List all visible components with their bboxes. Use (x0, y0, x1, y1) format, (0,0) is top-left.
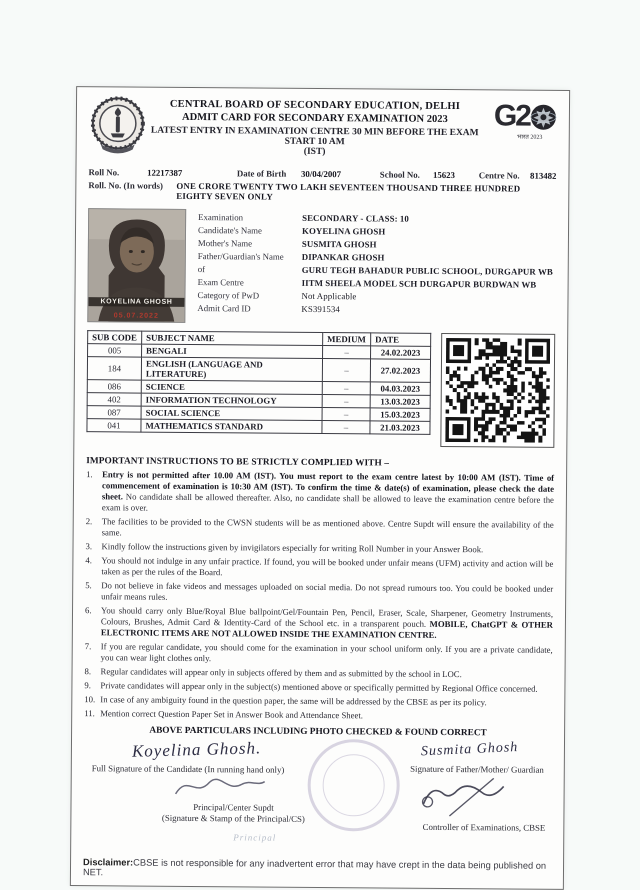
detail-value: KOYELINA GHOSH (301, 225, 386, 237)
medium: – (322, 408, 370, 421)
instruction-number: 2. (85, 516, 93, 527)
instruction-item: 5. Do not believe in fake videos and messages uploaded on social media. Do not spread rumours too. You could be booked under unfair means rules. (85, 580, 554, 602)
sub-code: 041 (87, 419, 141, 432)
g20-text: G2 (493, 99, 531, 133)
instruction-item: 2. The facilities to be provided to the CWSN students will be as mentioned above. Centre Supdt will ensure the availability of the same. (85, 516, 554, 538)
instruction-item: 8. Regular candidates will appear only in subjects offered by them and as submitted by the school in LOC. (84, 666, 462, 680)
instruction-number: 5. (85, 580, 92, 591)
instruction-item: 7. If you are regular candidate, you should come for the examination in your school uniform only. If you are a private candidate, you can wear light clothes only. (84, 641, 553, 664)
medium: – (322, 382, 370, 395)
roll-words-row (88, 180, 556, 204)
parent-signature-label: Signature of Father/Mother/ Guardian (410, 763, 544, 775)
instruction-number: 10. (84, 694, 96, 705)
candidate-details (185, 209, 556, 326)
header (89, 96, 557, 163)
candidate-block (87, 208, 556, 326)
detail-value: KS391534 (301, 303, 340, 315)
instruction-item: 1. Entry is not permitted after 10.00 AM (IST). You must report to the exam centre latest by 10:00 AM (IST). Time of commencement of examination is 10:30 AM (IST). To confirm the time & date(s) of examination, please check the date sheet. No candidate shall be allowed thereafter. Also, no candidate shall be allowed to leave the examination centre before the exam is over. (86, 469, 555, 513)
roll-words-label: Roll. No. (In words) (88, 180, 163, 191)
medium: – (322, 421, 370, 434)
exam-date: 21.03.2023 (370, 421, 430, 434)
disclaimer-text: CBSE is not responsible for any inadvertent error that may have crept in the data being published on NET. (82, 857, 547, 878)
controller-label: Controller of Examinations, CBSE (422, 821, 546, 833)
detail-row (197, 302, 555, 318)
subject-name: ENGLISH (LANGUAGE AND LITERATURE) (141, 357, 322, 381)
sub-code: 184 (87, 357, 141, 380)
medium: – (322, 359, 370, 382)
subjects-table (86, 330, 431, 435)
col-medium: MEDIUM (323, 333, 371, 346)
instruction-item: 4. You should not indulge in any unfair practice. If found, you will be booked under unfair means (UFM) activity and action will be taken as per the rules of the Board. (85, 555, 554, 578)
exam-date: 04.03.2023 (370, 382, 430, 395)
table-row (87, 357, 430, 383)
candidate-signature: Koyelina Ghosh. (131, 738, 262, 761)
qr-code (440, 333, 555, 448)
school-no-label: School No. (379, 169, 420, 180)
sub-code: 086 (87, 380, 141, 393)
exam-date: 15.03.2023 (370, 408, 430, 421)
entry-note-ist: (IST) (303, 146, 326, 158)
instruction-item: 11. Mention correct Question Paper Set in Answer Book and Attendance Sheet. (84, 708, 364, 721)
detail-label: Admit Card ID (197, 303, 251, 314)
instruction-number: 11. (84, 708, 95, 719)
instruction-number: 7. (84, 641, 92, 652)
instruction-number: 6. (84, 605, 92, 616)
detail-value: DIPANKAR GHOSH (301, 251, 385, 263)
subject-name: INFORMATION TECHNOLOGY (141, 393, 322, 407)
instruction-number: 3. (85, 541, 93, 552)
table-row (87, 419, 430, 435)
subject-name: SCIENCE (141, 380, 322, 394)
col-subject-name: SUBJECT NAME (142, 331, 323, 345)
detail-label: Father/Guardian's Name (197, 251, 284, 262)
centre-no-value: 813482 (530, 170, 557, 181)
photo-name-band: KOYELINA GHOSH (88, 297, 184, 307)
candidate-photo (87, 208, 186, 323)
cbse-logo-icon (89, 96, 149, 159)
roll-words-value: ONE CRORE TWENTY TWO LAKH SEVENTEEN THOUSAND THREE HUNDRED EIGHTY SEVEN ONLY (176, 180, 521, 202)
g20-caption: भारत 2023 (517, 134, 543, 141)
instruction-number: 4. (85, 555, 92, 566)
signature-section (83, 739, 552, 851)
instruction-item: 10. In case of any ambiguity found in the question paper, the same will be addressed by the CBSE as per its policy. (84, 694, 487, 708)
detail-label: Exam Centre (197, 277, 244, 288)
candidate-signature-label: Full Signature of the Candidate (In running hand only) (91, 763, 285, 775)
principal-faint-stamp-text: Principal (233, 832, 277, 843)
instruction-number: 9. (84, 680, 91, 691)
instructions-title: IMPORTANT INSTRUCTIONS TO BE STRICTLY COMPLIED WITH – (86, 456, 390, 469)
particulars-checked-line: ABOVE PARTICULARS INCLUDING PHOTO CHECKED & FOUND CORRECT (149, 725, 487, 739)
detail-label: Mother's Name (197, 238, 253, 249)
school-no-value: 15623 (432, 169, 456, 181)
instruction-item: 6. You should carry only Blue/Royal Blue ballpoint/Gel/Fountain Pen, Pencil, Eraser, Scale, Sharpener, Geometry Instruments, Colours, Brushes, Admit Card & Identity-Card of the School etc. in a transparent pouch. MOBILE, ChatGPT & OTHER ELECTRONIC ITEMS ARE NOT ALLOWED INSIDE THE EXAMINATION CENTRE. (84, 605, 554, 640)
roll-row (88, 167, 556, 181)
sub-code: 005 (88, 344, 142, 357)
g20-globe-icon (530, 103, 557, 130)
detail-value: IITM SHEELA MODEL SCH DURGAPUR BURDWAN WB (301, 277, 537, 290)
detail-label: Category of PwD (197, 290, 260, 301)
instruction-number: 8. (84, 666, 92, 677)
principal-label-1: Principal/Center Supdt (193, 802, 274, 813)
subject-name: MATHEMATICS STANDARD (141, 419, 322, 433)
controller-signature (415, 776, 511, 819)
subject-name: SOCIAL SCIENCE (141, 406, 322, 420)
col-sub-code: SUB CODE (88, 331, 142, 344)
sub-code: 402 (87, 393, 141, 406)
detail-label: of (197, 264, 206, 275)
disclaimer-label: Disclaimer: (83, 857, 134, 868)
exam-date: 13.03.2023 (370, 395, 430, 408)
dob-label: Date of Birth (236, 168, 287, 179)
roll-label: Roll No. (88, 167, 120, 178)
medium: – (322, 395, 370, 408)
detail-label: Candidate's Name (197, 225, 262, 236)
subject-name: BENGALI (142, 344, 323, 358)
board-name: CENTRAL BOARD OF SECONDARY EDUCATION, DELHI (169, 98, 461, 113)
dob-value: 30/04/2007 (300, 168, 342, 180)
principal-signature (170, 772, 270, 801)
principal-label-2: (Signature & Stamp of the Principal/CS) (161, 812, 305, 824)
exam-date: 24.02.2023 (371, 346, 431, 359)
detail-label: Examination (198, 212, 244, 223)
instruction-item: 3. Kindly follow the instructions given by invigilators especially for writing Roll Number in your Answer Book. (85, 541, 484, 555)
sub-code: 087 (87, 406, 141, 419)
detail-value: SUSMITA GHOSH (301, 238, 377, 250)
exam-date: 27.02.2023 (370, 359, 430, 382)
subjects-section (86, 330, 555, 448)
admit-card (70, 86, 570, 890)
instruction-item: 9. Private candidates will appear only in the subject(s) mentioned above or specifically permitted by Regional Office concerned. (84, 680, 538, 694)
parent-signature: Susmita Ghosh (420, 740, 519, 760)
detail-value: Not Applicable (301, 290, 357, 302)
col-date: DATE (371, 333, 431, 346)
header-titles (149, 97, 481, 159)
instruction-number: 1. (86, 469, 93, 480)
detail-value: GURU TEGH BAHADUR PUBLIC SCHOOL, DURGAPUR WB (301, 264, 553, 277)
g20-logo (481, 99, 557, 141)
centre-no-label: Centre No. (478, 170, 520, 181)
disclaimer (83, 857, 551, 881)
photo-date: 05.07.2022 (113, 312, 159, 320)
medium: – (323, 346, 371, 359)
entry-note: LATEST ENTRY IN EXAMINATION CENTRE 30 MIN BEFORE THE EXAM START 10 AM (150, 125, 479, 148)
detail-value: SECONDARY - CLASS: 10 (302, 212, 409, 224)
roll-value: 12217387 (147, 167, 183, 178)
admit-card-title: ADMIT CARD FOR SECONDARY EXAMINATION 2023 (181, 111, 448, 125)
